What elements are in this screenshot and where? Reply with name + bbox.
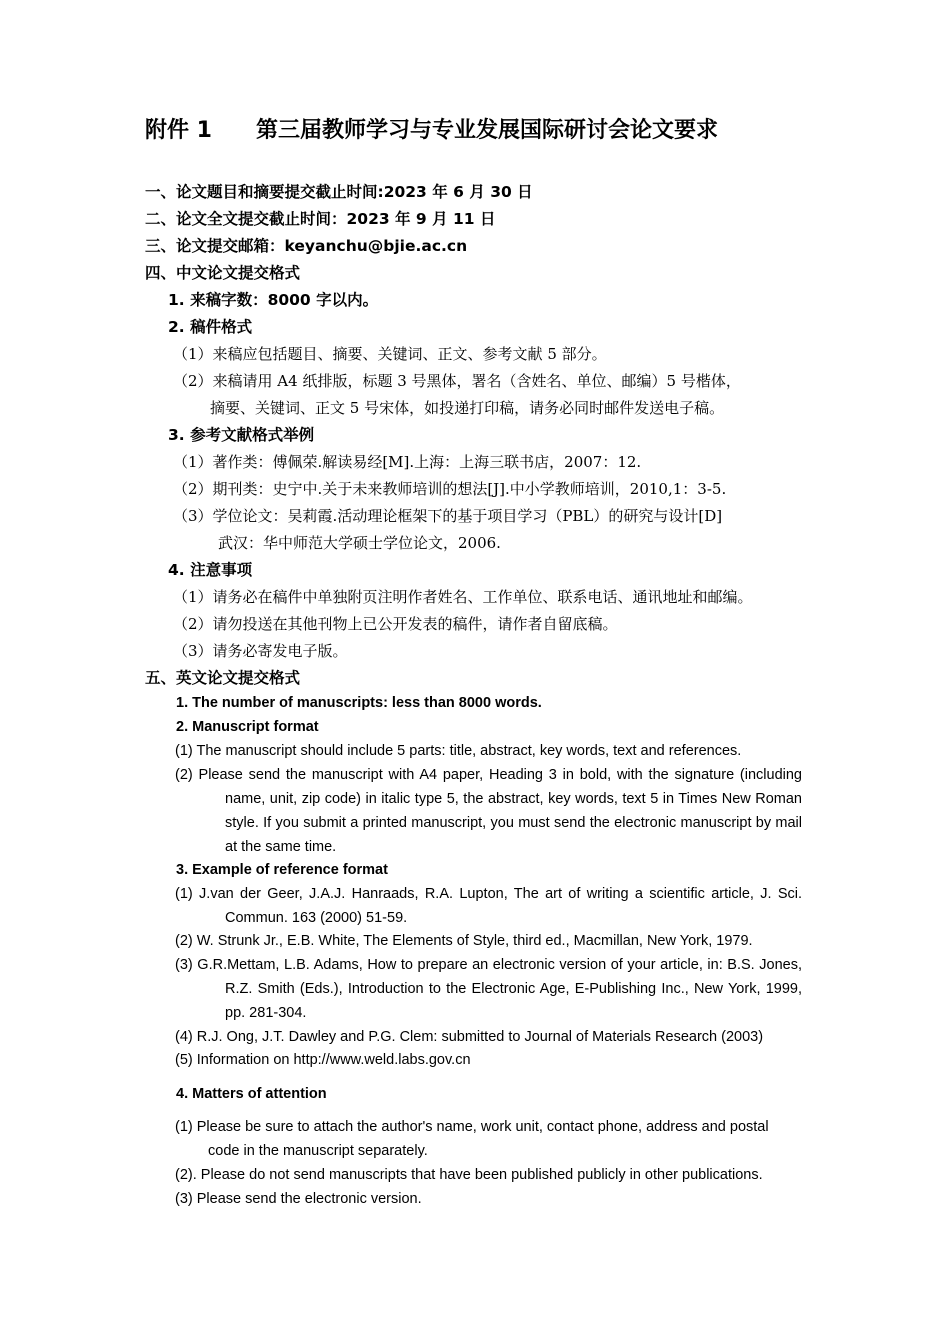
title-prefix: 附件 1 — [145, 118, 212, 143]
en-reference-5: (5) Information on http://www.weld.labs.gov.cn — [175, 1052, 471, 1068]
en-reference-heading: 3. Example of reference format — [176, 862, 388, 878]
cn-manuscript-format-heading: 2. 稿件格式 — [168, 318, 253, 336]
en-reference-2: (2) W. Strunk Jr., E.B. White, The Elements of Style, third ed., Macmillan, New York, 1979. — [175, 933, 753, 949]
section-2-deadline-fulltext: 二、论文全文提交截止时间：2023 年 9 月 11 日 — [145, 210, 496, 228]
cn-notes-heading: 4. 注意事项 — [168, 561, 253, 579]
en-reference-3-text: (3) G.R.Mettam, L.B. Adams, How to prepare an electronic version of your article, in: B.S. Jones, R.Z. Smith (Eds.), Introduction to the Electronic Age, E-Publishing Inc., New York, 1999, pp. 281-304. — [175, 957, 802, 1021]
cn-reference-3a: （3）学位论文：吴莉霞.活动理论框架下的基于项目学习（PBL）的研究与设计[D] — [173, 507, 723, 525]
section-4-chinese-format: 四、中文论文提交格式 — [145, 264, 301, 282]
cn-reference-3b: 武汉：华中师范大学硕士学位论文，2006. — [218, 534, 501, 552]
en-reference-1-text: (1) J.van der Geer, J.A.J. Hanraads, R.A. Lupton, The art of writing a scientific article, J. Sci. Commun. 163 (2000) 51-59. — [175, 886, 802, 926]
en-word-count: 1. The number of manuscripts: less than 8000 words. — [176, 695, 542, 711]
cn-format-item-2b: 摘要、关键词、正文 5 号宋体，如投递打印稿，请务必同时邮件发送电子稿。 — [210, 399, 725, 417]
page-title — [145, 120, 718, 142]
en-note-3: (3) Please send the electronic version. — [175, 1191, 422, 1207]
en-format-item-2 — [175, 763, 802, 859]
en-format-item-1: (1) The manuscript should include 5 parts: title, abstract, key words, text and references. — [175, 743, 742, 759]
cn-reference-heading: 3. 参考文献格式举例 — [168, 426, 315, 444]
cn-reference-2: （2）期刊类：史宁中.关于未来教师培训的想法[J].中小学教师培训，2010,1：3-5. — [173, 480, 727, 498]
en-note-1a: (1) Please be sure to attach the author's name, work unit, contact phone, address and postal — [175, 1119, 769, 1135]
cn-word-count: 1. 来稿字数：8000 字以内。 — [168, 291, 379, 309]
en-manuscript-format-heading: 2. Manuscript format — [176, 719, 319, 735]
cn-format-item-2a: （2）来稿请用 A4 纸排版，标题 3 号黑体，署名（含姓名、单位、邮编）5 号楷体， — [173, 372, 741, 390]
cn-format-item-1: （1）来稿应包括题目、摘要、关键词、正文、参考文献 5 部分。 — [173, 345, 607, 363]
en-reference-3 — [175, 953, 802, 1025]
section-3-email: 三、论文提交邮箱：keyanchu@bjie.ac.cn — [145, 237, 468, 255]
en-notes-heading: 4. Matters of attention — [176, 1086, 327, 1102]
en-note-1b: code in the manuscript separately. — [208, 1143, 428, 1159]
cn-note-3: （3）请务必寄发电子版。 — [173, 642, 348, 660]
cn-note-2: （2）请勿投送在其他刊物上已公开发表的稿件，请作者自留底稿。 — [173, 615, 618, 633]
en-format-item-2-text: (2) Please send the manuscript with A4 paper, Heading 3 in bold, with the signature (including name, unit, zip code) in italic type 5, the abstract, key words, text 5 in Times New Roman style. If you submit a printed manuscript, you must send the electronic manuscript by mail at the same time. — [175, 767, 802, 855]
en-reference-1 — [175, 882, 802, 930]
en-reference-4: (4) R.J. Ong, J.T. Dawley and P.G. Clem: submitted to Journal of Materials Research (2003) — [175, 1029, 764, 1045]
cn-note-1: （1）请务必在稿件中单独附页注明作者姓名、工作单位、联系电话、通讯地址和邮编。 — [173, 588, 753, 606]
cn-reference-1: （1）著作类：傅佩荣.解读易经[M].上海：上海三联书店，2007：12. — [173, 453, 642, 471]
en-note-2: (2). Please do not send manuscripts that have been published publicly in other publications. — [175, 1167, 763, 1183]
section-5-english-format: 五、英文论文提交格式 — [145, 669, 301, 687]
section-1-deadline-abstract: 一、论文题目和摘要提交截止时间:2023 年 6 月 30 日 — [145, 183, 533, 201]
title-text: 第三届教师学习与专业发展国际研讨会论文要求 — [255, 118, 718, 143]
